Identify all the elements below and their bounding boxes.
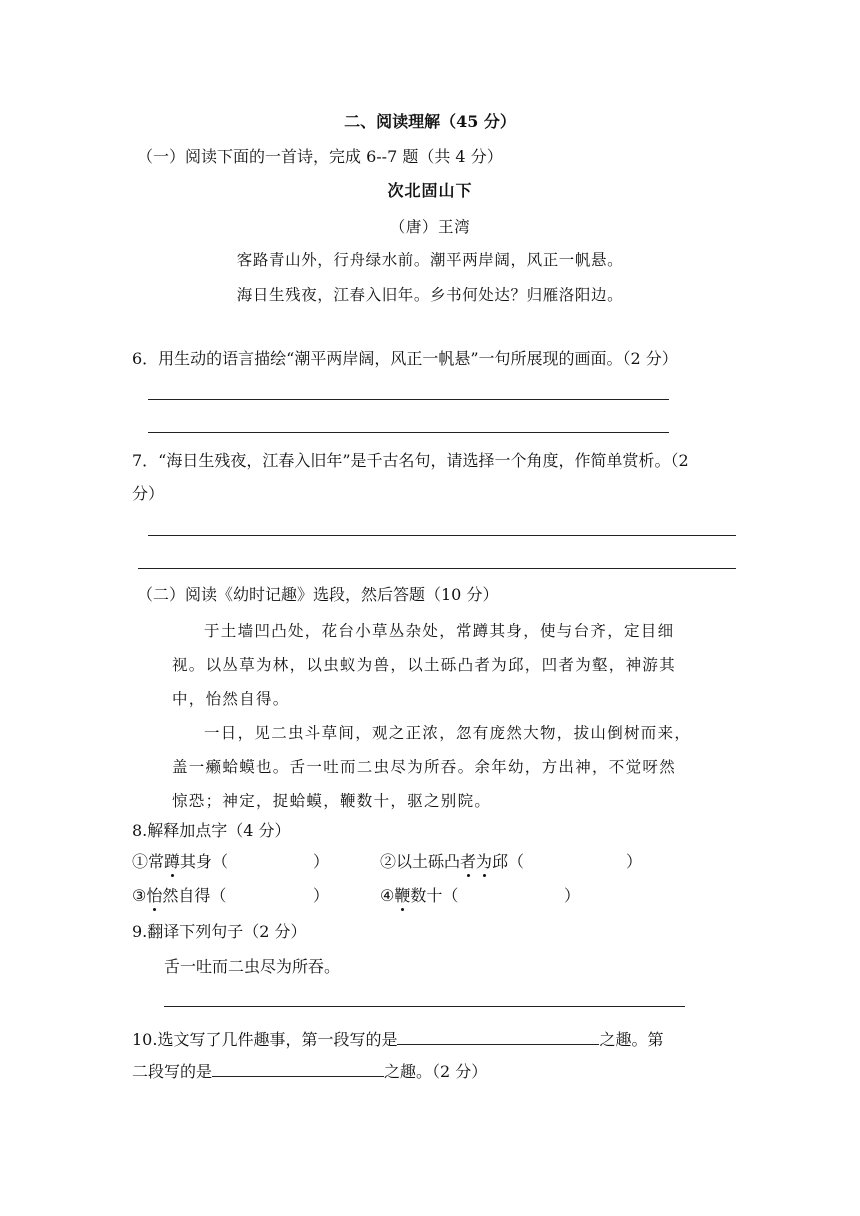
- q8-item-4-dotted-char: 鞭: [394, 886, 411, 905]
- q8-item-4-prefix: ④: [380, 886, 395, 905]
- q8-item-1: [132, 852, 228, 872]
- question-7-line-2: 分）: [132, 484, 165, 503]
- passage-p2-line-2: 盖一癞蛤蟆也。舌一吐而二虫尽为所吞。余年幼，方出神，不觉呀然: [172, 758, 677, 776]
- answer-line-q9: [164, 1006, 685, 1007]
- part1-intro: （一）阅读下面的一首诗，完成 6--7 题（共 4 分）: [137, 147, 503, 166]
- question-7-line-1: 7．“海日生残夜，江春入旧年”是千古名句，请选择一个角度，作简单赏析。（2: [132, 451, 689, 470]
- answer-line-q6-1: [148, 399, 669, 400]
- passage-p1-line-2: 视。以丛草为林，以虫蚁为兽，以土砾凸者为邱，凹者为壑，神游其: [172, 656, 677, 674]
- question-8-title: 8.解释加点字（4 分）: [132, 821, 291, 840]
- q10-blank-1[interactable]: [397, 1026, 599, 1045]
- q8-item-4-suffix: 数十（: [410, 886, 459, 905]
- q8-item-3-prefix: ③: [132, 886, 147, 905]
- q10-line-2-prefix: 二段写的是: [132, 1062, 213, 1081]
- q10-line-1-suffix: 之趣。第: [599, 1030, 664, 1049]
- question-9-title: 9.翻译下列句子（2 分）: [132, 922, 307, 941]
- passage-p1-line-1: 于土墙凹凸处，花台小草丛杂处，常蹲其身，使与台齐，定目细: [204, 622, 675, 640]
- question-6: 6．用生动的语言描绘“潮平两岸阔，风正一帆悬”一句所展现的画面。（2 分）: [132, 349, 678, 368]
- q8-item-1-close: ）: [313, 852, 330, 871]
- question-10-line-1: [132, 1026, 663, 1050]
- answer-line-q6-2: [148, 432, 669, 433]
- passage-p2-line-1: 一日，见二虫斗草间，观之正浓，忽有庞然大物，拔山倒树而来，: [204, 724, 692, 742]
- passage-p2-line-3: 惊恐；神定，捉蛤蟆，鞭数十，驱之别院。: [172, 792, 492, 810]
- q8-item-3: [132, 886, 226, 906]
- q8-item-3-dotted-char: 怡: [146, 886, 163, 905]
- q8-item-1-prefix: ①常: [132, 852, 165, 871]
- q8-item-3-close: ）: [313, 886, 330, 905]
- question-9-sentence: 舌一吐而二虫尽为所吞。: [164, 957, 341, 976]
- q10-line-2-suffix: 之趣。（2 分）: [384, 1062, 488, 1081]
- q8-item-2-dotted-char-2: 为: [476, 852, 493, 871]
- section-title: 二、阅读理解（45 分）: [344, 112, 516, 131]
- answer-line-q7-1: [148, 535, 736, 536]
- q8-item-4: [380, 886, 458, 906]
- q8-item-1-dotted-char: 蹲: [164, 852, 181, 871]
- poem-title: 次北固山下: [387, 181, 473, 200]
- part2-intro: （二）阅读《幼时记趣》选段，然后答题（10 分）: [137, 585, 499, 604]
- q8-item-2-prefix: ②以土砾凸: [380, 852, 461, 871]
- q8-item-2: [380, 852, 524, 872]
- poem-author: （唐）王湾: [389, 218, 471, 236]
- q10-line-1-prefix: 10.选文写了几件趣事，第一段写的是: [132, 1030, 398, 1049]
- q8-item-2-dotted-char-1: 者: [460, 852, 477, 871]
- poem-line-2: 海日生残夜，江春入旧年。乡书何处达？归雁洛阳边。: [236, 286, 624, 304]
- poem-line-1: 客路青山外，行舟绿水前。潮平两岸阔，风正一帆悬。: [236, 251, 624, 269]
- q8-item-4-close: ）: [564, 886, 581, 905]
- q8-item-1-suffix: 其身（: [180, 852, 229, 871]
- passage-p1-line-3: 中，怡然自得。: [172, 690, 290, 708]
- q8-item-2-close: ）: [626, 852, 643, 871]
- q8-item-3-suffix: 然自得（: [162, 886, 227, 905]
- answer-line-q7-2: [138, 568, 736, 569]
- q8-item-2-suffix: 邱（: [492, 852, 525, 871]
- question-10-line-2: [132, 1058, 487, 1082]
- q10-blank-2[interactable]: [212, 1058, 384, 1077]
